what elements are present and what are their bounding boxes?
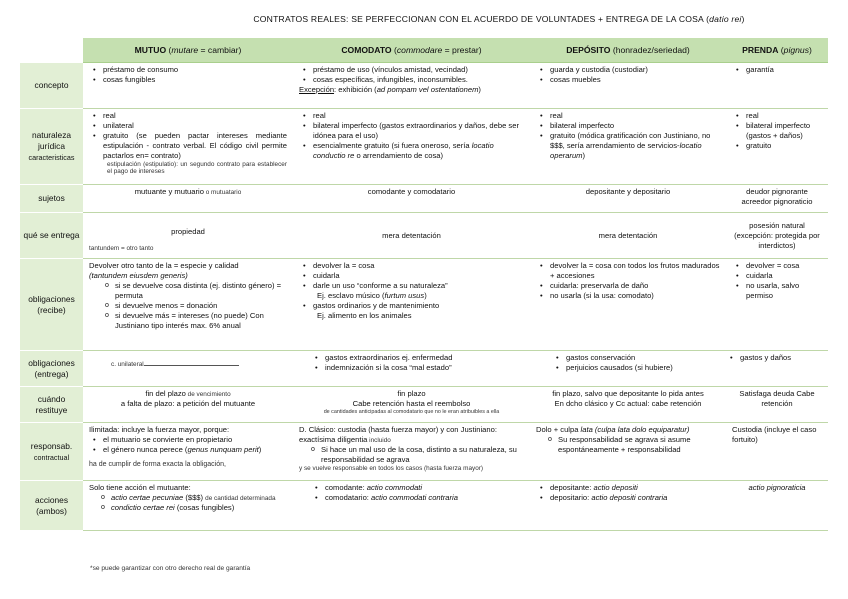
cell-comodato: • préstamo de uso (vínculos amistad, vecindad) • cosas específicas, infungibles, inconsumibles. Excepción: exhibición (ad pompam vel ostentationem) (293, 63, 530, 109)
row-naturaleza (20, 109, 828, 185)
row-label: responsab. contractual (20, 423, 83, 481)
cell-deposito: • depositante: actio depositi • depositario: actio depositi contraria (530, 481, 726, 531)
cell-deposito: mera detentación (530, 213, 726, 259)
row-label: acciones (ambos) (20, 481, 83, 531)
row-label: obligaciones (entrega) (20, 351, 83, 387)
header-row (20, 38, 828, 63)
row-label: qué se entrega (20, 213, 83, 259)
col-header-deposito: DEPÓSITO (honradez/seriedad) (530, 38, 726, 63)
col-header-mutuo: MUTUO (mutare = cambiar) (83, 38, 293, 63)
cell-mutuo: Devolver otro tanto de la = especie y calidad (tantundem eiusdem generis) o si se devuelve cosa distinta (ej. distinto género) = permuta o si devuelve menos = donación o si devuelve más = intereses (no puede) Con Justiniano tipo interés max. 6% anual (83, 259, 293, 351)
cell-mutuo: • real • unilateral • gratuito (se pueden pactar intereses mediante estipulación - contrato verbal. El código civil permite pactarlos en= contrato) estipulación (estipulatio): un segundo contrato para establecer el pago de intereses (83, 109, 293, 185)
row-label: naturaleza jurídica caracteristicas (20, 109, 83, 185)
row-restituye (20, 387, 828, 423)
cell-comodato: D. Clásico: custodia (hasta fuerza mayor) y con Justiniano: exactísima diligentia incluido o Si hace un mal uso de la cosa, distinto a su naturaleza, su responsabilidad se agrava y se vuelve responsable en todos los casos (hasta fuerza mayor) (293, 423, 530, 481)
row-sujetos (20, 185, 828, 213)
row-label: cuándo restituye (20, 387, 83, 423)
cell-prenda: posesión natural (excepción: protegida por interdictos) (726, 213, 828, 259)
cell-comodato: • devolver la = cosa • cuidarla • darle un uso “conforme a su naturaleza” Ej. esclavo músico (furtum usus) • gastos ordinarios y de mantenimiento Ej. alimento en los animales (293, 259, 530, 351)
row-label: sujetos (20, 185, 83, 213)
col-header-prenda: PRENDA (pignus) (726, 38, 828, 63)
cell-prenda: • devolver = cosa • cuidarla • no usarla, salvo permiso (726, 259, 828, 351)
row-label: obligaciones (recibe) (20, 259, 83, 351)
cell-deposito: fin plazo, salvo que depositante lo pida antes En dcho clásico y Cc actual: cabe retención (530, 387, 726, 423)
row-label: concepto (20, 63, 83, 109)
cell-mutuo: Solo tiene acción el mutuante: o actio certae pecuniae ($$$) de cantidad determinada o condictio certae rei (cosas fungibles) (83, 481, 293, 531)
cell-mutuo: propiedad tantundem = otro tanto (83, 213, 293, 259)
row-responsab (20, 423, 828, 481)
cell-comodato: comodante y comodatario (293, 185, 530, 213)
cell-prenda: deudor pignorante acreedor pignoraticio (726, 185, 828, 213)
cell-comodato: fin plazo Cabe retención hasta el reembolso de cantidades anticipadas al comodatario que no le eran atribuibles a ella (293, 387, 530, 423)
row-oblig-entrega (20, 351, 828, 387)
cell-comodato: • comodante: actio commodati • comodatario: actio commodati contraria (293, 481, 530, 531)
cell-prenda: • real • bilateral imperfecto (gastos + daños) • gratuito (726, 109, 828, 185)
cell-deposito: • gastos conservación • perjuicios causados (si hubiere) (530, 351, 726, 387)
row-oblig-recibe (20, 259, 828, 351)
cell-prenda: Satisfaga deuda Cabe retención (726, 387, 828, 423)
cell-prenda: • gastos y daños (726, 351, 828, 387)
contracts-table (20, 38, 828, 531)
cell-mutuo: mutuante y mutuario o mutuatario (83, 185, 293, 213)
cell-comodato: • gastos extraordinarios ej. enfermedad • indemnización si la cosa “mal estado” (293, 351, 530, 387)
underline-rule (144, 359, 239, 366)
cell-comodato: • real • bilateral imperfecto (gastos extraordinarios y daños, debe ser idónea para el uso) • esencialmente gratuito (si fuera oneroso, sería locatio conductio re o arrendamiento de cosa) (293, 109, 530, 185)
cell-deposito: depositante y depositario (530, 185, 726, 213)
cell-comodato: mera detentación (293, 213, 530, 259)
row-acciones (20, 481, 828, 531)
cell-mutuo: Ilimitada: incluye la fuerza mayor, porque: • el mutuario se convierte en propietario • el género nunca perece (genus nunquam perit) ha de cumplir de forma exacta la obligación, (83, 423, 293, 481)
col-header-comodato: COMODATO (commodare = prestar) (293, 38, 530, 63)
footnote: *se puede garantizar con otro derecho real de garantía (90, 565, 251, 572)
cell-prenda: Custodia (incluye el caso fortuito) (726, 423, 828, 481)
cell-deposito: • devolver la = cosa con todos los frutos madurados + accesiones • cuidarla: preservarla de daño • no usarla (si la usa: comodato) (530, 259, 726, 351)
cell-deposito: • real • bilateral imperfecto • gratuito (módica gratificación con Justiniano, no $$$, sería arrendamiento de servicios-locatio operarum) (530, 109, 726, 185)
cell-mutuo: • préstamo de consumo • cosas fungibles (83, 63, 293, 109)
cell-mutuo: c. unilateral (83, 351, 293, 387)
row-entrega (20, 213, 828, 259)
cell-prenda: actio pignoraticia (726, 481, 828, 531)
cell-deposito: • guarda y custodia (custodiar) • cosas muebles (530, 63, 726, 109)
cell-prenda: • garantía (726, 63, 828, 109)
cell-mutuo: fin del plazo de vencimiento a falta de plazo: a petición del mutuante (83, 387, 293, 423)
cell-deposito: Dolo + culpa lata (culpa lata dolo equiparatur) o Su responsabilidad se agrava si asume espontáneamente + responsabilidad (530, 423, 726, 481)
page-title: CONTRATOS REALES: SE PERFECCIONAN CON EL ACUERDO DE VOLUNTADES + ENTREGA DE LA COSA (datio rei) (253, 14, 745, 24)
row-concepto (20, 63, 828, 109)
